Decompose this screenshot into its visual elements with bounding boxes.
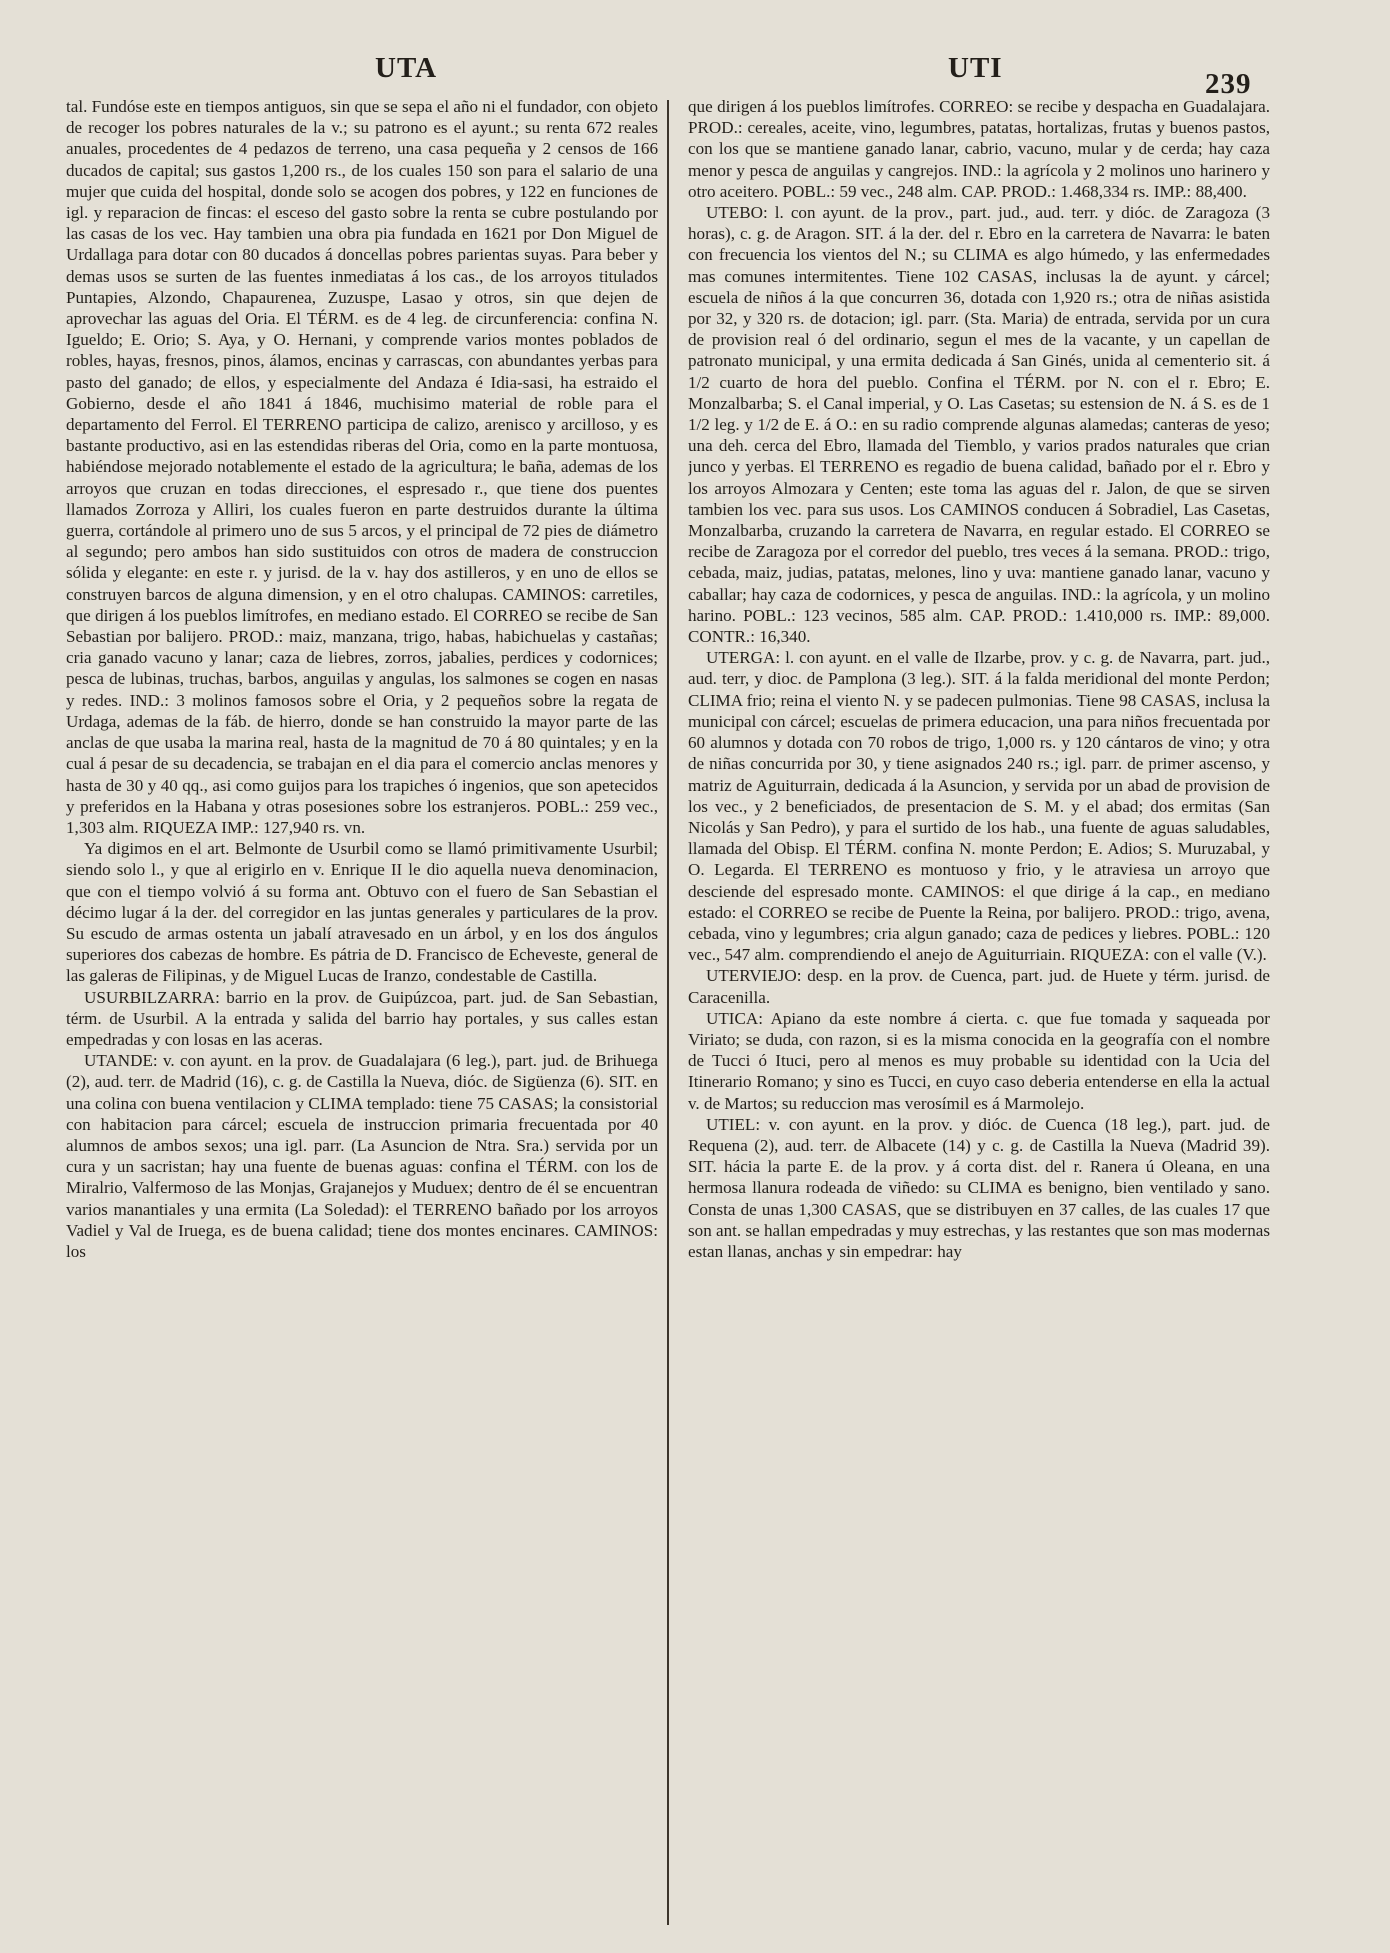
column-divider bbox=[667, 100, 669, 1925]
entry-usurbil-history: Ya digimos en el art. Belmonte de Usurbil como se llamó primitivamente Usurbil; siendo solo l., y que al erigirlo en v. Enrique II le dio aquella nueva denominacion, que con el tiempo volvió á su forma ant. Obtuvo con el fuero de San Sebastian el décimo lugar á la der. del corregidor en las juntas generales y particulares de la prov. Su escudo de armas ostenta un jabalí atravesado en un árbol, y en los dos ángulos superiores dos cabezas de hombre. Es pátria de D. Francisco de Echeveste, general de las galeras de Filipinas, y de Miguel Lucas de Iranzo, condestable de Castilla. bbox=[66, 839, 658, 986]
entry-utebo: UTEBO: l. con ayunt. de la prov., part. jud., aud. terr. y dióc. de Zaragoza (3 horas), c. g. de Aragon. SIT. á la der. del r. Ebro en la carretera de Navarra: le baten con frecuencia los vientos del N.; su CLIMA es algo húmedo, y las enfermedades mas comunes intermitentes. Tiene 102 CASAS, inclusas la de ayunt. y cárcel; escuela de niños á la que concurren 36, dotada con 1,920 rs.; otra de niñas asistida por 32, y 320 rs. de dotacion; igl. parr. (Sta. Maria) de entrada, servida por un cura de provision real ó del ordinario, segun el mes de la vacante, y un capellan de patronato municipal, y una ermita dedicada á San Ginés, unida al cementerio sit. á 1/2 cuarto de hora del pueblo. Confina el TÉRM. por N. con el r. Ebro; E. Monzalbarba; S. el Canal imperial, y O. Las Casetas; su estension de N. á S. es de 1 1/2 leg. y 1/2 de E. á O.: en su radio comprende algunas alamedas; canteras de yeso; una deh. cerca del Ebro, llamada del Tiemblo, y varios prados naturales que crian junco y yerbas. El TERRENO es regadio de buena calidad, bañado por el r. Ebro y los arroyos Almozara y Centen; este toma las aguas del r. Jalon, de que se sirven tambien los vec. para sus usos. Los CAMINOS conducen á Sobradiel, Las Casetas, Monzalbarba, cruzando la carretera de Navarra, en regular estado. El CORREO se recibe de Zaragoza por el corredor del pueblo, tres veces á la semana. PROD.: trigo, cebada, maiz, judias, patatas, melones, lino y uva: mantiene ganado lanar, vacuno y caballar; hay caza de codornices, y pesca de anguilas. IND.: la agrícola, y un molino harino. POBL.: 123 vecinos, 585 alm. CAP. PROD.: 1.410,000 rs. IMP.: 89,000. CONTR.: 16,340. bbox=[688, 203, 1270, 647]
entry-utande-continued: que dirigen á los pueblos limítrofes. CORREO: se recibe y despacha en Guadalajara. PROD.: cereales, aceite, vino, legumbres, patatas, hortalizas, frutas y buenos pastos, con los que se mantiene ganado lanar, cabrio, vacuno, mular y de cerda; hay caza menor y pesca de anguilas y cangrejos. IND.: la agrícola y 2 molinos uno harinero y otro aceitero. POBL.: 59 vec., 248 alm. CAP. PROD.: 1.468,334 rs. IMP.: 88,400. bbox=[688, 97, 1270, 201]
entry-utica: UTICA: Apiano da este nombre á cierta. c. que fue tomada y saqueada por Viriato; se duda, con razon, si es la misma conocida en la geografía con el nombre de Tucci ó Ituci, pero al menos es muy probable su identidad con la Ucia del Itinerario Romano; y sino es Tucci, en cuyo caso deberia entenderse en ella la actual v. de Martos; su reduccion mas verosímil es á Marmolejo. bbox=[688, 1008, 1270, 1113]
right-column bbox=[688, 96, 1270, 1926]
entry-uterviejo: UTERVIEJO: desp. en la prov. de Cuenca, part. jud. de Huete y térm. jurisd. de Caracenilla. bbox=[688, 966, 1270, 1007]
running-head-left: UTA bbox=[375, 52, 438, 84]
entry-usurbilzarra: USURBILZARRA: barrio en la prov. de Guipúzcoa, part. jud. de San Sebastian, térm. de Usurbil. A la entrada y salida del barrio hay portales, y sus calles estan empedradas y con losas en las aceras. bbox=[66, 987, 658, 1049]
page-number: 239 bbox=[1205, 68, 1252, 100]
entry-uterga: UTERGA: l. con ayunt. en el valle de Ilzarbe, prov. y c. g. de Navarra, part. jud., aud. terr, y dioc. de Pamplona (3 leg.). SIT. á la falda meridional del monte Perdon; CLIMA frio; reina el viento N. y se padecen pulmonias. Tiene 98 CASAS, inclusa la municipal con cárcel; escuelas de primera educacion, una para niños frecuentada por 60 alumnos y dotada con 70 robos de trigo, 1,000 rs. y 120 cántaros de vino; y otra de niñas concurrida por 30, y tiene asignados 240 rs.; igl. parr. de primer ascenso, y matriz de Aguiturrain, dedicada á la Asuncion, y servida por un abad de provision de los vec., y 2 beneficiados, de presentacion de S. M. y el abad; dos ermitas (San Nicolás y San Pedro), y para el surtido de los hab., una fuente de aguas saludables, llamada del Obisp. El TÉRM. confina N. monte Perdon; E. Adios; S. Muruzabal, y O. Legarda. El TERRENO es montuoso y frio, y le atraviesa un arroyo que desciende del espresado monte. CAMINOS: el que dirige á la cap., en mediano estado: el CORREO se recibe de Puente la Reina, por balijero. PROD.: trigo, avena, cebada, vino y legumbres; cria algun ganado; caza de pedices y liebres. POBL.: 120 vec., 547 alm. comprendiendo el anejo de Aguiturriain. RIQUEZA: con el valle (V.). bbox=[688, 648, 1270, 965]
entry-utiel: UTIEL: v. con ayunt. en la prov. y dióc. de Cuenca (18 leg.), part. jud. de Requena (2), aud. terr. de Albacete (14) y c. g. de Castilla la Nueva (Madrid 39). SIT. hácia la parte E. de la prov. y á corta dist. del r. Ranera ú Oleana, en una hermosa llanura rodeada de viñedo: su CLIMA es benigno, bien ventilado y sano. Consta de unas 1,300 CASAS, que se distribuyen en 37 calles, de las cuales 17 que son ant. se hallan empedradas y muy estrechas, y las restantes que son mas modernas estan llanas, anchas y sin empedrar: hay bbox=[688, 1114, 1270, 1261]
left-column bbox=[66, 96, 658, 1926]
entry-utande: UTANDE: v. con ayunt. en la prov. de Guadalajara (6 leg.), part. jud. de Brihuega (2), aud. terr. de Madrid (16), c. g. de Castilla la Nueva, dióc. de Sigüenza (6). SIT. en una colina con buena ventilacion y CLIMA templado: tiene 75 CASAS; la consistorial con habitacion para cárcel; escuela de instruccion primaria frecuentada por 40 alumnos de ambos sexos; una igl. parr. (La Asuncion de Ntra. Sra.) servida por un cura y un sacristan; hay una fuente de buenas aguas: confina el TÉRM. con los de Miralrio, Valfermoso de las Monjas, Grajanejos y Muduex; dentro de él se encuentran varios manantiales y una ermita (La Soledad): el TERRENO bañado por los arroyos Vadiel y Val de Iruega, es de buena calidad; tiene dos montes encinares. CAMINOS: los bbox=[66, 1051, 658, 1261]
entry-usurbil-continued: tal. Fundóse este en tiempos antiguos, sin que se sepa el año ni el fundador, con objeto de recoger los pobres naturales de la v.; su patrono es el ayunt.; su renta 672 reales anuales, procedentes de 4 pedazos de terreno, una casa pequeña y 2 censos de 166 ducados de capital; sus gastos 1,200 rs., de los cuales 150 son para el salario de una mujer que cuida del hospital, donde solo se acogen dos pobres, y 122 en funciones de igl. y reparacion de fincas: el esceso del gasto sobre la renta se cubre postulando por las casas de los vec. Hay tambien una obra pia fundada en 1621 por Don Miguel de Urdallaga para dotar con 80 ducados á doncellas pobres parientas suyas. Para beber y demas usos se surten de las fuentes inmediatas á los cas., de los arroyos titulados Puntapies, Alzondo, Chapaurenea, Zuzuspe, Lasao y otros, sin que dejen de aprovechar las aguas del Oria. El TÉRM. es de 4 leg. de circunferencia: confina N. Igueldo; E. Orio; S. Aya, y O. Hernani, y comprende varios montes poblados de robles, hayas, fresnos, pinos, álamos, encinas y carrascas, con abundantes yerbas para pasto del ganado; de ellos, y especialmente del Andaza é Idia-sasi, ha estraido el Gobierno, desde el año 1841 á 1846, muchisimo material de roble para el departamento del Ferrol. El TERRENO participa de calizo, arenisco y arcilloso, y es bastante productivo, asi en las estendidas riberas del Oria, como en la parte montuosa, habiéndose mejorado notablemente el estado de la agricultura; le baña, ademas de los arroyos que cruzan en todas direcciones, el espresado r., que tiene dos puentes llamados Zorroza y Alliri, los cuales fueron en parte destruidos durante la última guerra, cortándole al primero uno de sus 5 arcos, y el principal de 72 pies de diámetro al segundo; pero ambos han sido sustituidos con otros de madera de construccion sólida y elegante: en este r. y jurisd. de la v. hay dos astilleros, y en uno de ellos se construyen barcos de alguna dimension, y en el otro chalupas. CAMINOS: carretiles, que dirigen á los pueblos limítrofes, en mediano estado. El CORREO se recibe de San Sebastian por balijero. PROD.: maiz, manzana, trigo, habas, habichuelas y castañas; cria ganado vacuno y lanar; caza de liebres, zorros, jabalies, perdices y codornices; pesca de lubinas, truchas, barbos, anguilas y angulas, los salmones se cogen en nasas y redes. IND.: 3 molinos famosos sobre el Oria, y 2 pequeños sobre la regata de Urdaga, ademas de la fáb. de hierro, donde se han construido la mayor parte de las anclas de que usaba la marina real, hasta de la magnitud de 70 á 80 quintales; y en la cual á pesar de su decadencia, se trabajan en el dia para el comercio anclas menores y hasta de 30 y 40 qq., asi como guijos para los trapiches ó ingenios, que son apetecidos y preferidos en la Habana y otras posesiones sobre los estranjeros. POBL.: 259 vec., 1,303 alm. RIQUEZA IMP.: 127,940 rs. vn. bbox=[66, 97, 658, 837]
running-head-center: UTI bbox=[948, 52, 1003, 84]
